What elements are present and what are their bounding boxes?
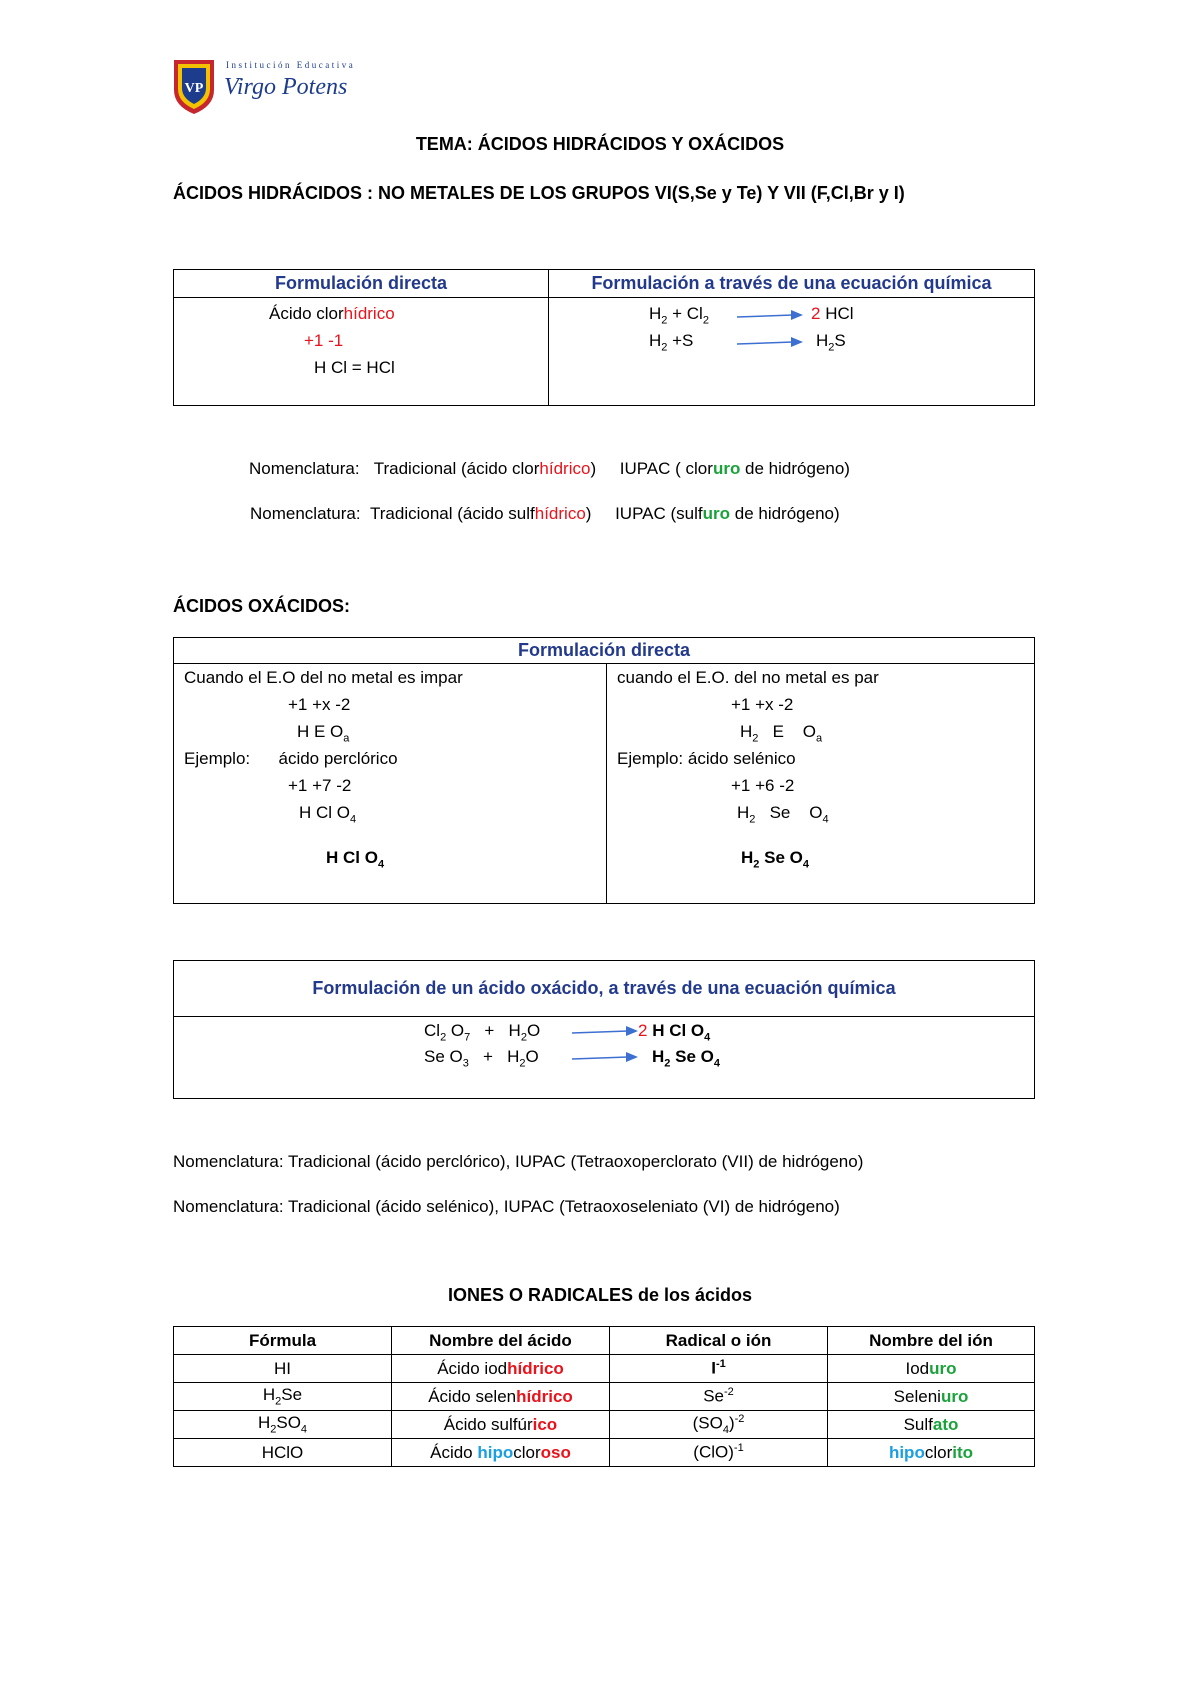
odd-case-text: Cuando el E.O del no metal es impar	[184, 668, 463, 687]
col-header: Radical o ión	[610, 1327, 828, 1355]
direct-header: Formulación directa	[174, 638, 1035, 664]
nomenclature-perchloric: Nomenclatura: Tradicional (ácido perclórico), IUPAC (Tetraoxoperclorato (VII) de hidrógeno)	[173, 1152, 864, 1171]
nomenclature-h2s: Nomenclatura: Tradicional (ácido sulfhídrico) IUPAC (sulfuro de hidrógeno)	[250, 504, 840, 523]
hidracidos-heading: ÁCIDOS HIDRÁCIDOS : NO METALES DE LOS GRUPOS VI(S,Se y Te) Y VII (F,Cl,Br y I)	[173, 183, 905, 203]
formula: H Cl = HCl	[314, 358, 395, 377]
oxo-product-2: $H_2$ Se $O_4$	[652, 1047, 720, 1070]
arrow-icon	[737, 310, 803, 322]
acid-name-cell: Ácido sulfúrico	[392, 1411, 610, 1439]
equation-1-product: 2 HCl	[811, 304, 854, 323]
acid-name-cell: Ácido iodhídrico	[392, 1355, 610, 1383]
odd-ex-charges: +1 +7 -2	[288, 776, 352, 795]
odd-ex-elements: H Cl $O_4$	[299, 803, 357, 826]
formula-cell: $H_2Se$	[174, 1383, 392, 1411]
table-row	[174, 1355, 1035, 1383]
even-case-cell	[607, 664, 1035, 904]
col-header-direct: Formulación directa	[174, 270, 549, 298]
acid-name-cell: Ácido selenhídrico	[392, 1383, 610, 1411]
hidracidos-table	[173, 269, 1035, 406]
table-row	[174, 1411, 1035, 1439]
arrow-icon	[737, 337, 803, 349]
page-title: TEMA: ÁCIDOS HIDRÁCIDOS Y OXÁCIDOS	[415, 134, 785, 154]
odd-elements: H E $O_a$	[297, 722, 350, 745]
formula-cell: $H_2SO_4$	[174, 1411, 392, 1439]
ion-name-cell: hipoclorito	[828, 1439, 1035, 1467]
ion-name-cell: Sulfato	[828, 1411, 1035, 1439]
nomenclature-selenic: Nomenclatura: Tradicional (ácido selénico), IUPAC (Tetraoxoseleniato (VI) de hidrógeno)	[173, 1197, 840, 1216]
equation-cell	[174, 1017, 1035, 1099]
oxo-equation-1: $Cl_2$ $O_7 + H_2O$	[424, 1021, 541, 1044]
even-elements: $H_2$ E $O_a$	[740, 722, 823, 745]
ion-name-cell: Seleniuro	[828, 1383, 1035, 1411]
radical-cell: $I^{-1}$	[610, 1355, 828, 1383]
even-charges: +1 +x -2	[731, 695, 794, 714]
logo-line1: Institución Educativa	[226, 60, 356, 70]
even-case-text: cuando el E.O. del no metal es par	[617, 668, 879, 687]
ions-table	[173, 1326, 1035, 1467]
odd-example: Ejemplo: ácido perclórico	[184, 749, 398, 768]
even-result: $H_2$ Se $O_4$	[741, 848, 809, 871]
odd-result: H Cl $O_4$	[326, 848, 385, 871]
table-row	[174, 1439, 1035, 1467]
svg-text:VP: VP	[184, 81, 204, 96]
table-row	[174, 1383, 1035, 1411]
odd-case-cell	[174, 664, 607, 904]
shield-logo-icon	[172, 56, 216, 116]
oxo-equation-2: Se $O_3 + H_2O$	[424, 1047, 539, 1070]
col-header: Nombre del ión	[828, 1327, 1035, 1355]
oxacidos-equation-table	[173, 960, 1035, 1099]
nomenclature-hcl: Nomenclatura: Tradicional (ácido clorhídrico) IUPAC ( cloruro de hidrógeno)	[249, 459, 850, 478]
ion-name-cell: Ioduro	[828, 1355, 1035, 1383]
radical-cell: $(SO_4)^{-2}$	[610, 1411, 828, 1439]
acid-name-cell: Ácido hipocloroso	[392, 1439, 610, 1467]
ions-title: IONES O RADICALES de los ácidos	[447, 1285, 753, 1305]
formula-cell: HI	[174, 1355, 392, 1383]
logo-line2: Virgo Potens	[224, 74, 348, 100]
oxo-product-1: 2 H Cl $O_4$	[638, 1021, 711, 1044]
even-ex-charges: +1 +6 -2	[731, 776, 795, 795]
col-header-equation: Formulación a través de una ecuación química	[549, 270, 1035, 298]
arrow-icon	[572, 1052, 638, 1064]
direct-formulation-cell	[174, 298, 549, 406]
equation-2-product: $H_2S$	[816, 331, 846, 354]
oxacidos-heading: ÁCIDOS OXÁCIDOS:	[173, 596, 351, 616]
even-example: Ejemplo: ácido selénico	[617, 749, 796, 768]
acid-name: Ácido clorhídrico	[269, 304, 395, 323]
equation-1: $H_2 + Cl_2$	[649, 304, 709, 327]
arrow-icon	[572, 1026, 638, 1038]
equation-2: $H_2 +S$	[649, 331, 694, 354]
equation-header: Formulación de un ácido oxácido, a través de una ecuación química	[174, 961, 1035, 1017]
col-header: Fórmula	[174, 1327, 392, 1355]
even-ex-elements: $H_2$ Se $O_4$	[737, 803, 829, 826]
radical-cell: (ClO)$^{-1}$	[610, 1439, 828, 1467]
odd-charges: +1 +x -2	[288, 695, 351, 714]
col-header: Nombre del ácido	[392, 1327, 610, 1355]
oxacidos-direct-table	[173, 637, 1035, 904]
radical-cell: $Se^{-2}$	[610, 1383, 828, 1411]
charges: +1 -1	[304, 331, 344, 350]
logo	[172, 56, 382, 118]
formula-cell: HClO	[174, 1439, 392, 1467]
equation-cell	[549, 298, 1035, 406]
